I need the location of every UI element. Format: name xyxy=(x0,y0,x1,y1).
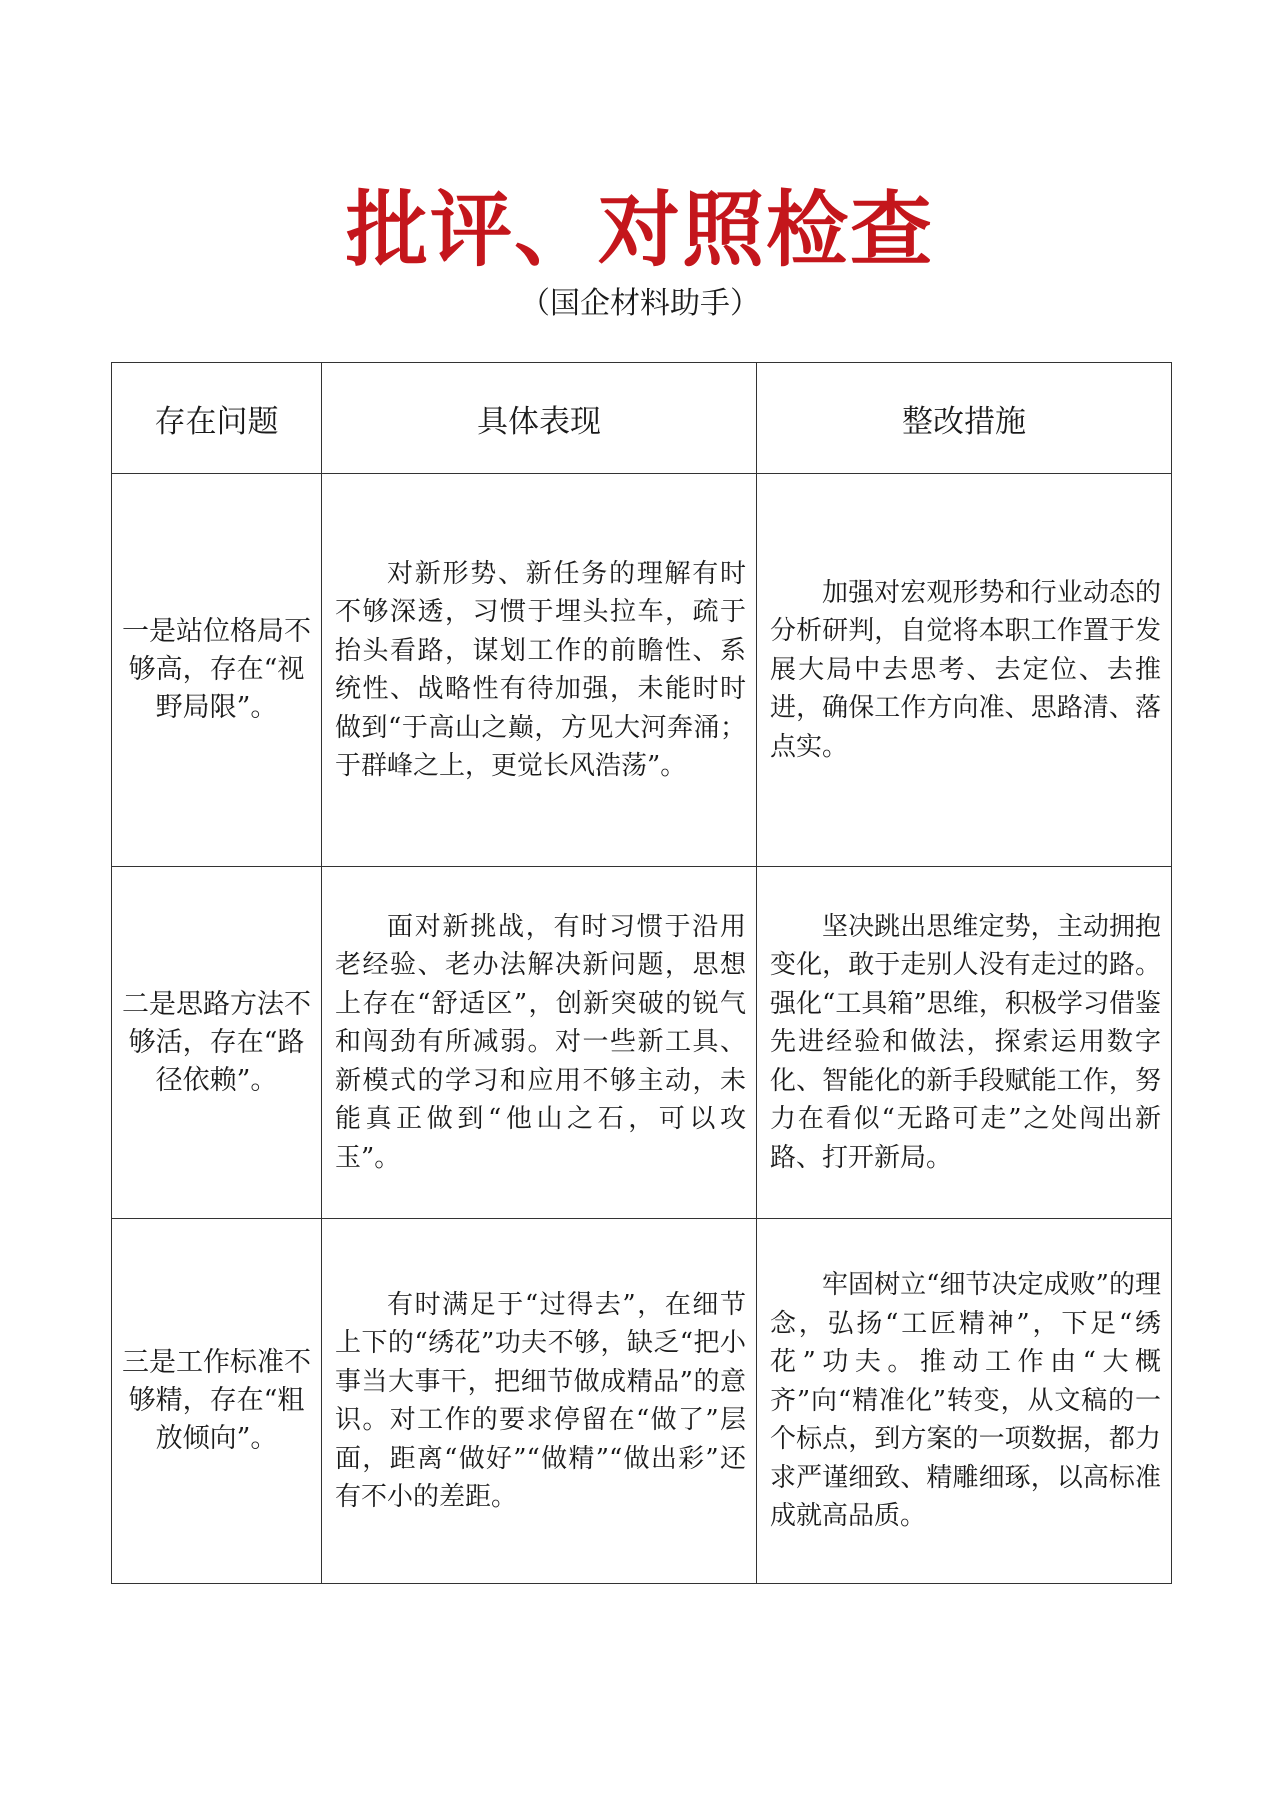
review-table xyxy=(111,362,1172,1584)
row-2-measure: 坚决跳出思维定势，主动拥抱变化，敢于走别人没有走过的路。强化“工具箱”思维，积极学习借鉴先进经验和做法，探索运用数字化、智能化的新手段赋能工作，努力在看似“无路可走”之处闯出新路、打开新局。 xyxy=(757,867,1172,1219)
table-row xyxy=(112,867,1172,1219)
document-subtitle: （国企材料助手） xyxy=(520,286,760,321)
row-1-issue: 一是站位格局不够高，存在“视野局限”。 xyxy=(112,474,322,867)
header-detail: 具体表现 xyxy=(322,363,757,474)
document-title: 批评、对照检查 xyxy=(345,182,934,278)
row-2-issue: 二是思路方法不够活，存在“路径依赖”。 xyxy=(112,867,322,1219)
row-1-measure: 加强对宏观形势和行业动态的分析研判，自觉将本职工作置于发展大局中去思考、去定位、去推进，确保工作方向准、思路清、落点实。 xyxy=(757,474,1172,867)
row-1-detail: 对新形势、新任务的理解有时不够深透，习惯于埋头拉车，疏于抬头看路，谋划工作的前瞻性、系统性、战略性有待加强，未能时时做到“于高山之巅，方见大河奔涌；于群峰之上，更觉长风浩荡”。 xyxy=(322,474,757,867)
table-row xyxy=(112,1219,1172,1584)
row-3-issue: 三是工作标准不够精，存在“粗放倾向”。 xyxy=(112,1219,322,1584)
row-3-detail: 有时满足于“过得去”，在细节上下的“绣花”功夫不够，缺乏“把小事当大事干，把细节做成精品”的意识。对工作的要求停留在“做了”层面，距离“做好”“做精”“做出彩”还有不小的差距。 xyxy=(322,1219,757,1584)
row-2-detail: 面对新挑战，有时习惯于沿用老经验、老办法解决新问题，思想上存在“舒适区”，创新突破的锐气和闯劲有所减弱。对一些新工具、新模式的学习和应用不够主动，未能真正做到“他山之石，可以攻玉”。 xyxy=(322,867,757,1219)
row-3-measure: 牢固树立“细节决定成败”的理念，弘扬“工匠精神”，下足“绣花”功夫。推动工作由“大概齐”向“精准化”转变，从文稿的一个标点，到方案的一项数据，都力求严谨细致、精雕细琢，以高标准成就高品质。 xyxy=(757,1219,1172,1584)
table-row xyxy=(112,474,1172,867)
header-issue: 存在问题 xyxy=(112,363,322,474)
table-header-row xyxy=(112,363,1172,474)
header-measure: 整改措施 xyxy=(757,363,1172,474)
